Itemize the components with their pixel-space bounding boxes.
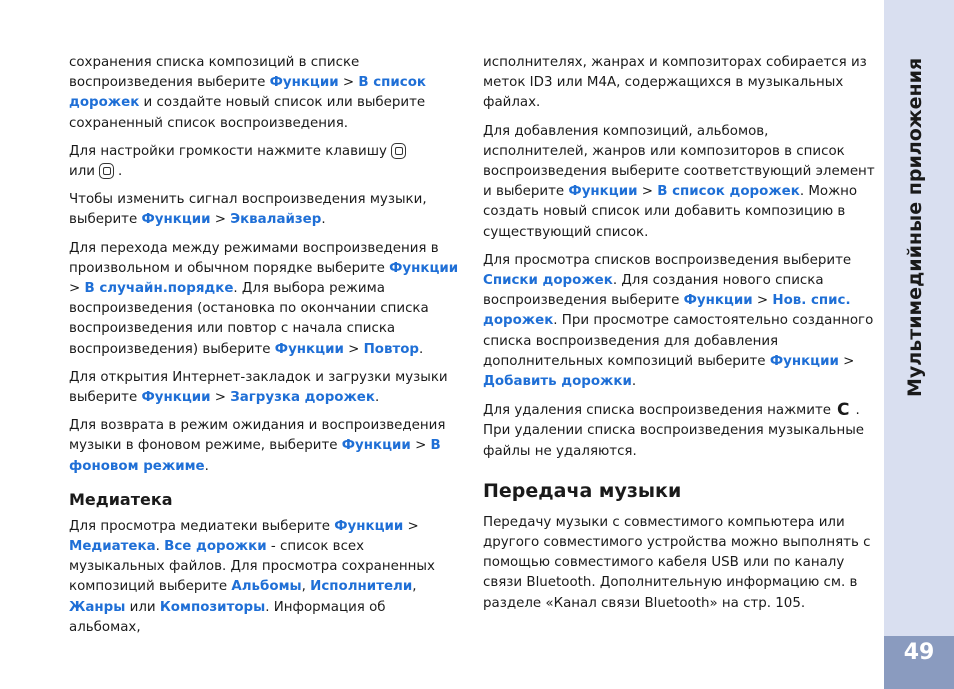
paragraph: Для настройки громкости нажмите клавишу или . [69,142,461,182]
paragraph: Для просмотра медиатеки выберите Функции > Медиатека. Все дорожки - список всех музыкальных файлов. Для просмотра сохраненных композиций выберите Альбомы, Исполнители, Жанры или Композиторы. Информация об альбомах, [69,518,435,635]
paragraph: Для просмотра списков воспроизведения выберите Списки дорожек. Для создания нового списка воспроизведения выберите Функции > Нов. спис. дорожек. При просмотре самостоятельно созданного списка воспроизведения для добавления дополнительных композиций выберите Функции > Добавить дорожки. [483,252,874,390]
paragraph: Для открытия Интернет-закладок и загрузки музыки выберите Функции > Загрузка дорожек. [69,369,448,406]
c-key-icon: C [837,400,850,421]
menu-ref-add-to-playlist: В список дорожек [657,184,800,200]
menu-ref-functions: Функции [274,341,344,357]
paragraph: сохранения списка композиций в списке воспроизведения выберите Функции > В список дорожек и создайте новый список или выберите сохраненный список воспроизведения. [69,55,427,131]
section-title-vertical: Мультимедийные приложения [904,58,926,398]
menu-ref-functions: Функции [141,212,211,228]
menu-ref-functions: Функции [141,390,211,406]
menu-ref-repeat: Повтор [363,341,420,357]
paragraph: Для добавления композиций, альбомов, исполнителей, жанров или композиторов в список воспроизведения выберите соответствующий элемент и выберите Функции > В список дорожек. Можно создать новый список или добавить композицию в существующий список. [483,123,875,240]
paragraph: исполнителях, жанрах и композиторах собирается из меток ID3 или M4A, содержащихся в музыкальных файлах. [483,55,867,111]
menu-ref-functions: Функции [683,293,753,309]
menu-ref-functions: Функции [269,75,339,91]
menu-ref-add-to-playlist: В список дорожек [69,75,427,111]
section-heading: Медиатека [69,489,173,509]
scroll-key-icon [99,163,114,179]
scroll-key-icon [391,143,406,159]
menu-ref-functions: Функции [389,260,459,276]
section-heading: Передача музыки [483,479,682,502]
menu-ref-all-tracks: Все дорожки [164,539,267,555]
paragraph: Чтобы изменить сигнал воспроизведения музыки, выберите Функции > Эквалайзер. [69,192,427,228]
left-column [69,53,461,646]
menu-ref-functions: Функции [334,518,404,534]
menu-ref-playlists: Списки дорожек [483,273,613,289]
menu-ref-equalizer: Эквалайзер [230,212,322,228]
menu-ref-shuffle: В случайн.порядке [84,281,234,297]
menu-ref-functions: Функции [769,353,839,369]
menu-ref-composers: Композиторы [159,599,266,615]
menu-ref-library: Медиатека [69,539,156,555]
paragraph: Передачу музыки с совместимого компьютера или другого совместимого устройства можно выполнять с помощью совместимого кабеля USB или по каналу связи Bluetooth. Дополнительную информацию см. в разделе «Канал связи Bluetooth» на стр. 105. [483,514,871,611]
page-number: 49 [903,640,935,665]
menu-ref-background: В фоновом режиме [69,438,441,474]
menu-ref-functions: Функции [341,438,411,454]
paragraph: Для удаления списка воспроизведения нажмите C . При удалении списка воспроизведения музыкальные файлы не удаляются. [483,400,865,459]
paragraph: Для возврата в режим ожидания и воспроизведения музыки в фоновом режиме, выберите Функции > В фоновом режиме. [69,418,446,474]
menu-ref-albums: Альбомы [231,579,302,595]
menu-ref-genres: Жанры [69,599,126,615]
menu-ref-new-playlist: Нов. спис. дорожек [483,293,851,329]
paragraph: Для перехода между режимами воспроизведения в произвольном и обычном порядке выберите Функции > В случайн.порядке. Для выбора режима воспроизведения (остановка по окончании списка воспроизведения или повтор с начала списка воспроизведения) выберите Функции > Повтор. [69,240,459,357]
menu-ref-download-tracks: Загрузка дорожек [230,390,375,406]
menu-ref-functions: Функции [568,184,638,200]
right-column [483,53,875,622]
menu-ref-add-tracks: Добавить дорожки [483,374,632,390]
menu-ref-artists: Исполнители [310,579,413,595]
